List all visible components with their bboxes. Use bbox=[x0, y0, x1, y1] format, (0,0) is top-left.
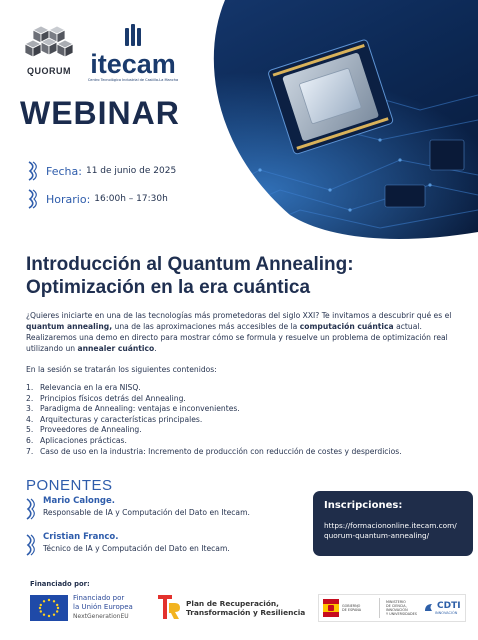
itecam-logo bbox=[87, 24, 179, 82]
funding-logos bbox=[30, 594, 475, 624]
list-item bbox=[26, 425, 402, 436]
gov-line: DE ESPAÑA bbox=[342, 608, 362, 612]
divider bbox=[379, 598, 380, 618]
registration-box bbox=[313, 491, 473, 556]
list-text: Paradigma de Annealing: ventajas e inconvenientes. bbox=[40, 404, 240, 414]
ministry-line: MINISTERIO bbox=[386, 599, 406, 604]
speaker-1 bbox=[24, 495, 250, 521]
itecam-wordmark: itecam bbox=[90, 49, 176, 79]
list-text: Principios físicos detrás del Annealing. bbox=[40, 393, 186, 403]
cdti-sub: INNOVACIÓN bbox=[435, 611, 458, 615]
speaker-name: Cristian Franco. bbox=[43, 532, 119, 542]
eu-flag-icon bbox=[30, 595, 68, 621]
registration-title: Inscripciones: bbox=[324, 500, 403, 511]
cdti-logo bbox=[423, 601, 461, 615]
list-item bbox=[26, 404, 402, 415]
intro-text: . bbox=[154, 344, 157, 353]
cdti-swirl-icon bbox=[423, 602, 435, 614]
time-value: 16:00h – 17:30h bbox=[94, 194, 168, 204]
list-text: Proveedores de Annealing. bbox=[40, 425, 142, 435]
government-logo bbox=[318, 594, 466, 622]
contents-lead: En la sesión se tratarán los siguientes contenidos: bbox=[26, 365, 217, 374]
prtr-logo bbox=[158, 595, 305, 621]
list-text: Arquitecturas y características principales. bbox=[40, 414, 203, 424]
ministry-line: Y UNIVERSIDADES bbox=[386, 612, 417, 617]
event-meta bbox=[26, 157, 176, 213]
topics-list bbox=[26, 383, 402, 457]
time-row bbox=[26, 185, 176, 213]
prtr-tr-icon bbox=[158, 595, 180, 621]
list-number: 1. bbox=[26, 383, 34, 392]
wave-bullet-icon bbox=[24, 497, 38, 521]
intro-bold: quantum annealing, bbox=[26, 322, 113, 331]
wave-bullet-icon bbox=[26, 160, 40, 182]
gov-line: GOBIERNO bbox=[342, 603, 361, 608]
list-number: 4. bbox=[26, 414, 34, 424]
speaker-role: Técnico de IA y Computación del Dato en Itecam. bbox=[43, 544, 230, 553]
itecam-tagline: Centro Tecnológico Industrial de Castilla-La Mancha bbox=[87, 78, 179, 82]
page-title: WEBINAR bbox=[20, 95, 180, 131]
funded-by-label: Financiado por: bbox=[30, 580, 90, 588]
list-number: 7. bbox=[26, 446, 34, 456]
list-item bbox=[26, 436, 402, 447]
intro-text: una de las aproximaciones más accesibles de la bbox=[112, 322, 300, 331]
speaker-role: Responsable de IA y Computación del Dato en Itecam. bbox=[43, 508, 250, 517]
date-label: Fecha: bbox=[46, 164, 82, 178]
eu-line: la Unión Europea bbox=[73, 603, 133, 611]
title-line-1: Introducción al Quantum Annealing: bbox=[26, 254, 354, 275]
registration-url-line[interactable]: quorum-quantum-annealing/ bbox=[324, 531, 430, 540]
registration-link[interactable] bbox=[324, 521, 462, 541]
wave-bullet-icon bbox=[26, 188, 40, 210]
spain-coat-of-arms-icon bbox=[323, 599, 339, 617]
quorum-cubes-icon bbox=[25, 24, 73, 64]
intro-bold: annealer cuántico bbox=[77, 344, 155, 353]
eu-nextgen: NextGenerationEU bbox=[73, 613, 129, 620]
list-text: Caso de uso en la industria: Incremento de producción con reducción de costes y desperdicios. bbox=[40, 446, 402, 456]
intro-text: actual. Realizaremos una demo en directo para mostrar cómo se formula y resuelve un problema de optimización real utilizando un bbox=[26, 322, 448, 353]
prtr-line: Transformación y Resiliencia bbox=[186, 608, 306, 617]
intro-bold: computación cuántica bbox=[299, 322, 394, 331]
eu-logo bbox=[30, 594, 133, 621]
list-number: 6. bbox=[26, 435, 34, 445]
quorum-logo bbox=[18, 24, 80, 76]
ministry-line: DE CIENCIA, INNOVACIÓN bbox=[386, 603, 408, 612]
list-item bbox=[26, 447, 402, 458]
speakers-heading: PONENTES bbox=[26, 477, 113, 494]
list-number: 3. bbox=[26, 404, 34, 414]
list-text: Relevancia en la era NISQ. bbox=[40, 383, 141, 392]
eu-line: Financiado por bbox=[73, 594, 125, 602]
webinar-title bbox=[26, 253, 466, 299]
list-number: 2. bbox=[26, 393, 34, 403]
list-item bbox=[26, 415, 402, 426]
intro-paragraph bbox=[26, 310, 466, 354]
intro-text: ¿Quieres iniciarte en una de las tecnologías más prometedoras del siglo XXI? Te invitamos a descubrir qué es el bbox=[26, 311, 452, 320]
wave-bullet-icon bbox=[24, 533, 38, 557]
list-item bbox=[26, 383, 402, 394]
date-value: 11 de junio de 2025 bbox=[85, 166, 177, 176]
cdti-wordmark: CDTI bbox=[437, 601, 461, 611]
list-number: 5. bbox=[26, 425, 34, 435]
itecam-bars-icon bbox=[123, 24, 143, 48]
title-line-2: Optimización en la era cuántica bbox=[26, 277, 311, 298]
quorum-wordmark: QUORUM bbox=[27, 66, 71, 76]
logo-bar bbox=[18, 24, 179, 82]
speaker-name: Mario Calonge. bbox=[43, 496, 115, 506]
list-text: Aplicaciones prácticas. bbox=[40, 435, 127, 445]
prtr-line: Plan de Recuperación, bbox=[186, 598, 279, 608]
time-label: Horario: bbox=[46, 192, 91, 206]
list-item bbox=[26, 394, 402, 405]
registration-url-line[interactable]: https://formaciononline.itecam.com/ bbox=[324, 521, 457, 530]
speaker-2 bbox=[24, 531, 230, 557]
date-row bbox=[26, 157, 176, 185]
